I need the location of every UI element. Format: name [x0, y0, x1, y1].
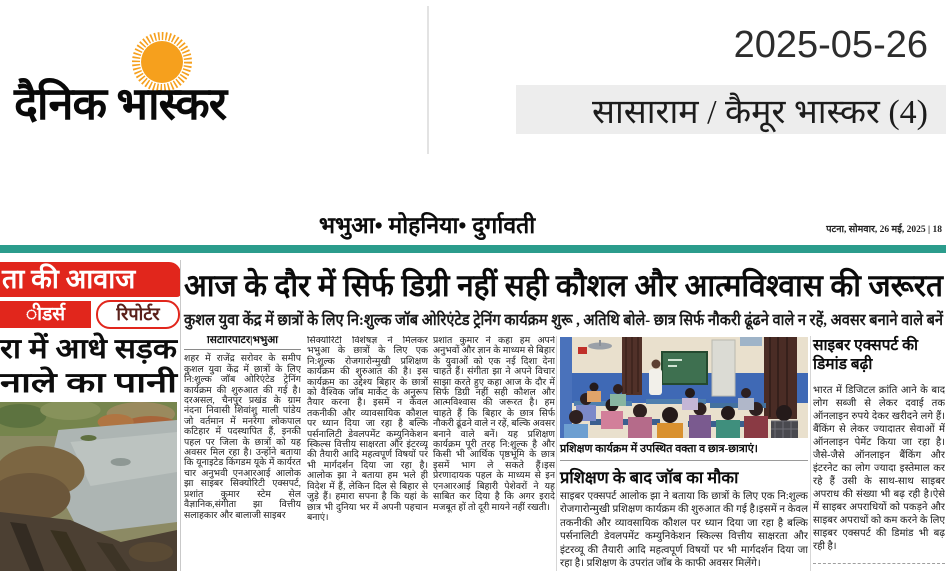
edition-band [516, 85, 946, 134]
photo-caption: प्रशिक्षण कार्यक्रम में उपस्थित वक्ता व छात्र-छात्राएं। [560, 443, 758, 455]
article-column-1 [184, 336, 301, 571]
edition-title: सासाराम / कैमूर भास्कर (4) [591, 94, 928, 131]
box-top-rule [560, 460, 808, 461]
side-story-heading: साइबर एक्सपर्ट की डिमांड बढ़ी [813, 337, 918, 373]
classroom-photo [560, 337, 808, 438]
column-3-text: प्रशांत कुमार ने कहा हम अपने अनुभवों और ज्ञान के माध्यम से बिहार के युवाओं को एक नई दिशा देना चाहते हैं। संगीता झा ने अपने विचार साझा करते हुए कहा आज के दौर में सिर्फ डिग्री नहीं सही कौशल और आत्मविश्वास की जरूरत है। हम चाहते हैं कि बिहार के छात्र सिर्फ नौकरी ढूंढने वाले न रहें, बल्कि अवसर बनाने वाले बनें। यह प्रशिक्षण कार्यक्रम पूरी तरह नि:शुल्क है और किसी भी आर्थिक पृष्ठभूमि के छात्र इसमें भाग ले सकते हैं।इस प्रेरणादायक पहल के माध्यम से इन एनआरआई बिहारी पेशेवरों ने यह साबित कर दिया है कि अगर इरादे मजबूत हों तो दूरी मायने नहीं रखती। [433, 336, 555, 513]
masthead-dateline: पटना, सोमवार, 26 मई, 2025 | 18 [826, 225, 942, 235]
byline: सिटीरिपोर्टर|भभुआ [184, 336, 301, 350]
masthead-region-line: भभुआ• मोहनिया• दुर्गावती [318, 213, 536, 238]
readers-badge: ीडर्स [0, 301, 91, 328]
brand-name: दैनिक भास्कर [14, 79, 227, 129]
header-divider [427, 6, 429, 154]
left-panel-banner: ता की आवाज [0, 262, 181, 297]
box-body: साइबर एक्सपर्ट आलोक झा ने बताया कि छात्रों के लिए एक नि:शुल्क रोजगारोन्मुखी प्रशिक्षण कार्यक्रम की शुरुआत की गई है।इसमें न केवल तकनीकी और व्यावसायिक कौशल पर ध्यान दिया जा रहा है बल्कि पर्सनालिटी डेवलपमेंट कम्युनिकेशन स्किल्स वित्तीय साक्षरता और इंटरव्यू की तैयारी आदि महत्वपूर्ण विषयों पर भी मार्गदर्शन दिया जा रहा है। प्रशिक्षण के उपरांत जॉब के काफी अवसर मिलेंगे। [560, 491, 808, 570]
article-column-3 [433, 336, 555, 571]
side-story-body: भारत में डिजिटल क्रांति आने के बाद लोग सब्जी से लेकर दवाई तक ऑनलाइन रुपये देकर खरीदने लगे हैं।बैंकिंग से लेकर ज्यादातर सेवाओं में ऑनलाइन पेमेंट किया जा रहा है।जैसे-जैसे ऑनलाइन बैंकिंग और इंटरनेट का लोग ज्यादा इस्तेमाल कर रहे हैं उसी के साथ-साथ साइबर अपराध की संख्या भी बढ़ रही है।ऐसे में साइबर अपराधियों को पकड़ने और साइबर अपराधों को कम करने के लिए साइबर एक्सपर्ट की डिमांड भी बढ़ रही है। [813, 385, 945, 552]
box-heading: प्रशिक्षण के बाद जॉब का मौका [560, 468, 739, 487]
panel-divider [180, 260, 181, 571]
brand-logo [12, 24, 322, 144]
column-divider-left [556, 336, 557, 571]
clip-date: 2025-05-26 [733, 24, 928, 66]
drain-photo [0, 402, 177, 571]
reporter-badge: रिपोर्टर [96, 300, 180, 329]
left-panel-headline-line2: नाले का पानी [0, 368, 177, 399]
article-headline: आज के दौर में सिर्फ डिग्री नहीं सही कौशल और आत्मविश्वास की जरूरत [184, 268, 943, 303]
article-column-2 [307, 336, 428, 571]
side-story-end-rule [813, 563, 945, 564]
left-panel-headline-line1: रा में आधे सड़क [0, 334, 177, 365]
column-divider-right [810, 336, 811, 571]
column-1-text: शहर में राजेंद्र सरोवर के समीप कुशल युवा केंद्र में छात्रों के लिए नि:शुल्क जॉब ओरिएंटेड ट्रेनिंग कार्यक्रम की शुरुआत की गई है। दरअसल, चैनपुर प्रखंड के ग्राम नंदना निवासी शिवांशु माली पांडेय जो वर्तमान में मनरेगा लोकपाल कटिहार में पदस्थापित हैं, इनकी पहल पर जिला के छात्रों को यह अवसर मिल रहा है। उन्होंने बताया कि यूनाइटेड किंगडम यूके में कार्यरत चार अनुभवी एनआरआई आलोक झा साइबर सिक्योरिटी एक्सपर्ट, प्रशांत कुमार स्टेम सेल वैज्ञानिक,संगीता झा वित्तीय सलाहकार और बालाजी साइबर [184, 354, 301, 521]
column-2-text: सिक्योरिटी विशेषज्ञ ने मिलकर भभुआ के छात्रों के लिए एक नि:शुल्क रोजगारोन्मुखी प्रशिक्षण कार्यक्रम की शुरुआत की है। इस कार्यक्रम का उद्देश्य बिहार के छात्रों को वैश्विक जॉब मार्केट के अनुरूप तैयार करना है। इसमें न केवल तकनीकी और व्यावसायिक कौशल पर ध्यान दिया जा रहा है बल्कि पर्सनालिटी डेवलपमेंट कम्युनिकेशन स्किल्स वित्तीय साक्षरता और इंटरव्यू की तैयारी आदि महत्वपूर्ण विषयों पर भी मार्गदर्शन दिया जा रहा है। आलोक झा ने बताया हम भले ही विदेश में हैं, लेकिन दिल से बिहार से जुड़े हैं। हमारा सपना है कि यहां के छात्र भी दुनिया भर में अपनी पहचान बनाएं। [307, 336, 428, 523]
masthead-teal-bar [0, 245, 946, 253]
article-subheadline: कुशल युवा केंद्र में छात्रों के लिए नि:शुल्क जॉब ओरिएंटेड ट्रेनिंग कार्यक्रम शुरू , अतिथि बोले- छात्र सिर्फ नौकरी ढूंढने वाले न रहें, अवसर बनाने वाले बनें [184, 312, 943, 329]
